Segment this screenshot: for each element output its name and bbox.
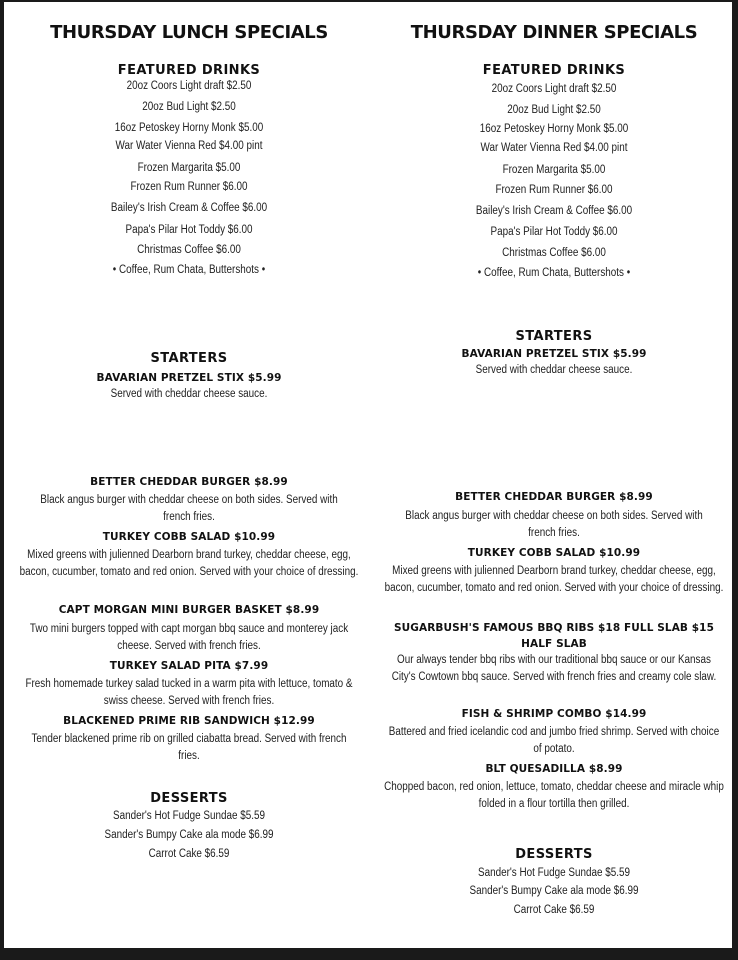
lunch-entree-name: CAPT MORGAN MINI BURGER BASKET $8.99	[58, 604, 320, 616]
dinner-entree-desc: Chopped bacon, red onion, lettuce, tomato, cheddar cheese and miracle whip folded in a flour tortilla then grilled.	[384, 781, 724, 810]
lunch-dessert-item: Sander's Hot Fudge Sundae $5.59	[112, 810, 266, 822]
dinner-entree-name: SUGARBUSH'S FAMOUS BBQ RIBS $18 FULL SLAB $15 HALF SLAB	[393, 622, 714, 650]
dinner-drink-item: Christmas Coffee $6.00	[502, 247, 606, 259]
lunch-entree-name: BLACKENED PRIME RIB SANDWICH $12.99	[63, 715, 315, 727]
lunch-entree-desc: Black angus burger with cheddar cheese on both sides. Served with french fries.	[40, 494, 338, 523]
dinner-entree-desc: Black angus burger with cheddar cheese on both sides. Served with french fries.	[405, 510, 703, 539]
dinner-desserts-title: DESSERTS	[515, 847, 593, 862]
lunch-drink-item: Frozen Rum Runner $6.00	[130, 181, 248, 193]
dinner-title: THURSDAY DINNER SPECIALS	[410, 22, 698, 43]
lunch-entree-desc: Mixed greens with julienned Dearborn brand turkey, cheddar cheese, egg, bacon, cucumber, tomato and red onion. Served with your choice of dressing.	[19, 549, 359, 578]
lunch-entree-desc: Fresh homemade turkey salad tucked in a warm pita with lettuce, tomato & swiss cheese. Served with french fries.	[25, 678, 353, 707]
lunch-drink-item: War Water Vienna Red $4.00 pint	[115, 140, 263, 152]
lunch-entree-desc: Two mini burgers topped with capt morgan bbq sauce and monterey jack cheese. Served with french fries.	[29, 623, 349, 652]
lunch-starters-title: STARTERS	[150, 351, 228, 366]
lunch-drink-item: • Coffee, Rum Chata, Buttershots •	[112, 264, 266, 276]
dinner-entree-desc: Our always tender bbq ribs with our traditional bbq sauce or our Kansas City's Cowtown bbq sauce. Served with french fries and creamy cole slaw.	[391, 654, 717, 683]
dinner-drink-item: War Water Vienna Red $4.00 pint	[480, 142, 628, 154]
dinner-drink-item: 20oz Coors Light draft $2.50	[491, 83, 617, 95]
lunch-drink-item: Christmas Coffee $6.00	[137, 244, 241, 256]
lunch-drink-item: 20oz Coors Light draft $2.50	[126, 80, 252, 92]
lunch-drink-item: Frozen Margarita $5.00	[137, 162, 241, 174]
lunch-drink-item: 16oz Petoskey Horny Monk $5.00	[114, 122, 264, 134]
dinner-entree-name: FISH & SHRIMP COMBO $14.99	[461, 708, 647, 720]
lunch-drink-item: Papa's Pilar Hot Toddy $6.00	[125, 224, 253, 236]
lunch-drink-item: 20oz Bud Light $2.50	[142, 101, 236, 113]
dinner-dessert-item: Sander's Hot Fudge Sundae $5.59	[477, 867, 631, 879]
dinner-drink-item: • Coffee, Rum Chata, Buttershots •	[477, 267, 631, 279]
dinner-starters-title: STARTERS	[515, 329, 593, 344]
dinner-dessert-item: Sander's Bumpy Cake ala mode $6.99	[469, 885, 639, 897]
dinner-entree-desc: Mixed greens with julienned Dearborn brand turkey, cheddar cheese, egg, bacon, cucumber, tomato and red onion. Served with your choice of dressing.	[384, 565, 724, 594]
dinner-entree-name: BLT QUESADILLA $8.99	[485, 763, 623, 775]
lunch-dessert-item: Sander's Bumpy Cake ala mode $6.99	[104, 829, 274, 841]
lunch-title: THURSDAY LUNCH SPECIALS	[50, 22, 328, 43]
dinner-drink-item: Frozen Margarita $5.00	[502, 164, 606, 176]
lunch-starter-desc: Served with cheddar cheese sauce.	[110, 388, 268, 400]
dinner-entree-name: TURKEY COBB SALAD $10.99	[467, 547, 641, 559]
dinner-dessert-item: Carrot Cake $6.59	[513, 904, 595, 916]
menu-page	[4, 2, 732, 948]
dinner-entree-name: BETTER CHEDDAR BURGER $8.99	[455, 491, 653, 503]
dinner-drink-item: Frozen Rum Runner $6.00	[495, 184, 613, 196]
lunch-entree-name: TURKEY COBB SALAD $10.99	[102, 531, 276, 543]
lunch-starter-name: BAVARIAN PRETZEL STIX $5.99	[96, 372, 282, 384]
dinner-entree-desc: Battered and fried icelandic cod and jumbo fried shrimp. Served with choice of potato.	[388, 726, 720, 755]
lunch-dessert-item: Carrot Cake $6.59	[148, 848, 230, 860]
dinner-drink-item: 16oz Petoskey Horny Monk $5.00	[479, 123, 629, 135]
dinner-starter-desc: Served with cheddar cheese sauce.	[475, 364, 633, 376]
dinner-drink-item: 20oz Bud Light $2.50	[507, 104, 601, 116]
dinner-drinks-title: FEATURED DRINKS	[482, 63, 626, 78]
dinner-starter-name: BAVARIAN PRETZEL STIX $5.99	[461, 348, 647, 360]
dinner-drink-item: Papa's Pilar Hot Toddy $6.00	[490, 226, 618, 238]
lunch-entree-name: BETTER CHEDDAR BURGER $8.99	[90, 476, 288, 488]
lunch-entree-desc: Tender blackened prime rib on grilled ciabatta bread. Served with french fries.	[31, 733, 347, 762]
lunch-desserts-title: DESSERTS	[150, 791, 228, 806]
lunch-drinks-title: FEATURED DRINKS	[117, 63, 261, 78]
lunch-drink-item: Bailey's Irish Cream & Coffee $6.00	[110, 202, 268, 214]
dinner-drink-item: Bailey's Irish Cream & Coffee $6.00	[475, 205, 633, 217]
lunch-entree-name: TURKEY SALAD PITA $7.99	[109, 660, 269, 672]
